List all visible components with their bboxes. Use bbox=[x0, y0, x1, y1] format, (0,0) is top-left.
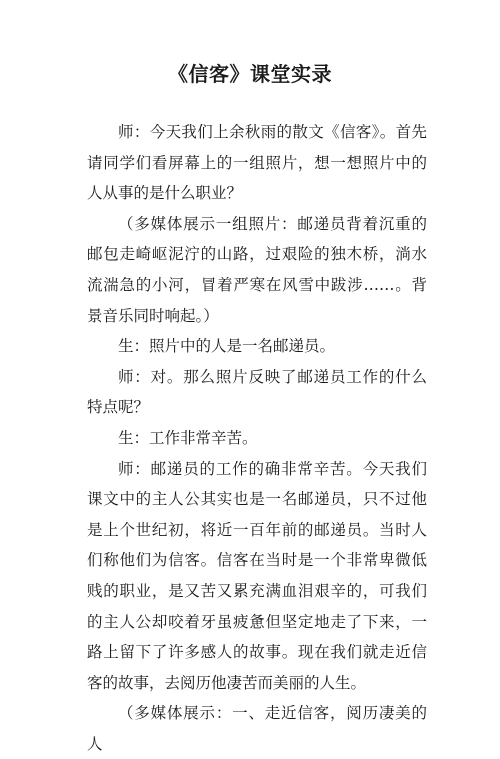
paragraph-student-answer-2: 生：工作非常辛苦。 bbox=[118, 428, 258, 447]
document-title: 《信客》课堂实录 bbox=[168, 62, 332, 86]
paragraph-multimedia-photos: （多媒体展示一组照片：邮递员背着沉重的邮包走崎岖泥泞的山路，过艰险的独木桥，淌水流湍急的小河，冒着严寒在风雪中跋涉……。背景音乐同时响起。） bbox=[87, 214, 427, 325]
paragraph-student-answer-1: 生：照片中的人是一名邮递员。 bbox=[118, 337, 336, 356]
paragraph-multimedia-section: （多媒体展示：一、走近信客，阅历凄美的人 bbox=[87, 704, 427, 753]
paragraph-teacher-question: 师：对。那么照片反映了邮递员工作的什么特点呢？ bbox=[87, 367, 427, 417]
paragraph-teacher-intro: 师：今天我们上余秋雨的散文《信客》。首先请同学们看屏幕上的一组照片，想一想照片中的人从事的是什么职业？ bbox=[87, 123, 427, 203]
paragraph-teacher-explanation: 师：邮递员的工作的确非常辛苦。今天我们课文中的主人公其实也是一名邮递员，只不过他是上个世纪初，将近一百年前的邮递员。当时人们称他们为信客。信客在当时是一个非常卑微低贱的职业，是又苦又累充满血泪艰辛的，可我们的主人公却咬着牙虽疲惫但坚定地走了下来，一路上留下了许多感人的故事。现在我们就走近信客的故事，去阅历他凄苦而美丽的人生。 bbox=[87, 459, 427, 692]
document-body bbox=[87, 117, 427, 759]
